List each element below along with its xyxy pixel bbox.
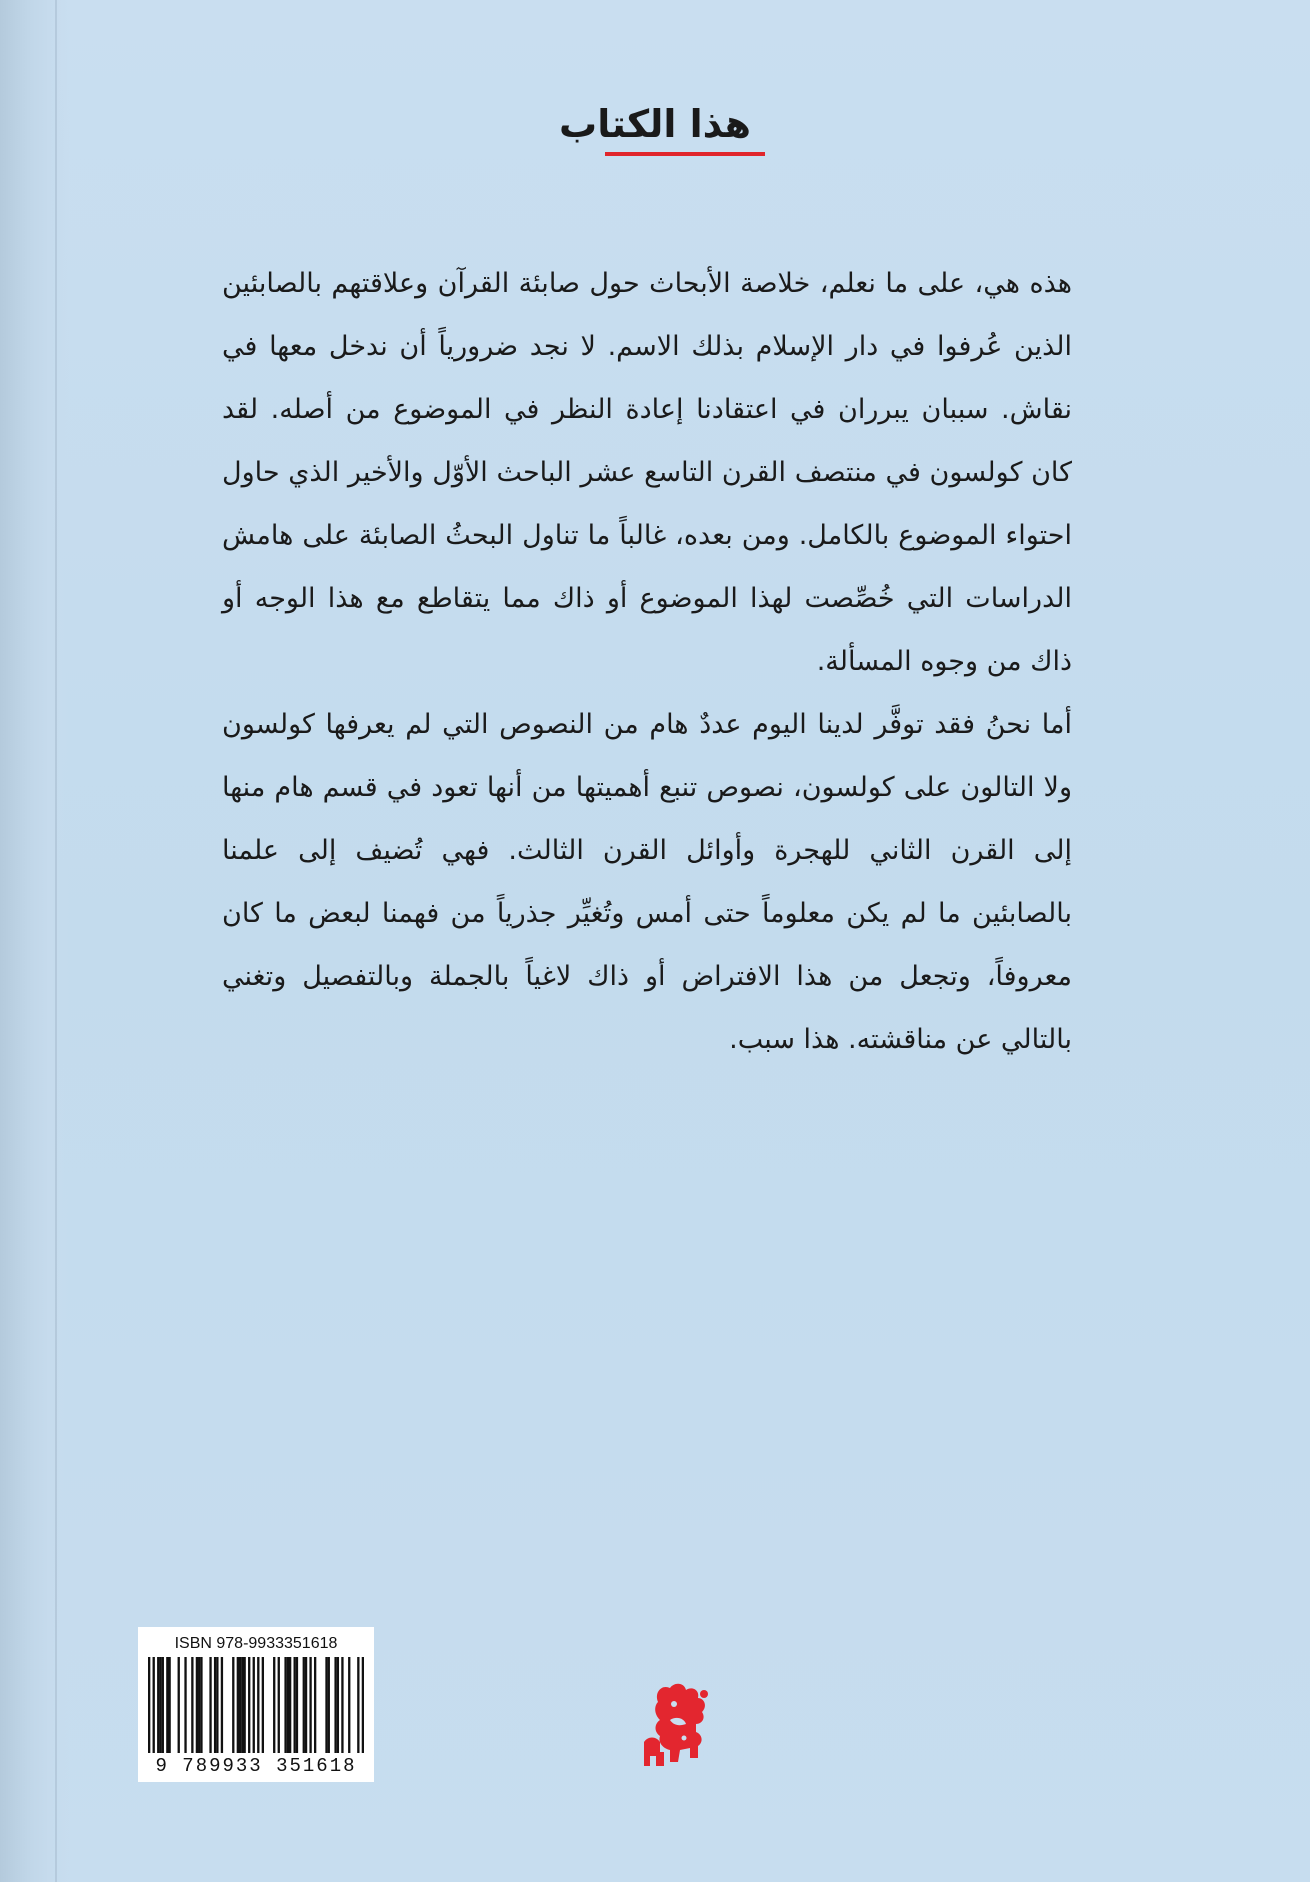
barcode-bar [159,1657,161,1753]
barcode-bar [241,1657,243,1753]
barcode-bar [305,1657,307,1753]
isbn-digits: 9 789933 351618 [155,1755,357,1777]
barcode-bar [325,1657,327,1753]
isbn-label: ISBN 978-9933351618 [174,1635,338,1652]
title-underline [605,152,765,156]
spine-hinge-line [55,0,57,1882]
barcode-bar [278,1657,280,1753]
barcode-bar [284,1657,286,1753]
barcode-bar [216,1657,218,1753]
barcode-bar [168,1657,170,1753]
barcode-bar [262,1657,264,1753]
barcode-bar [184,1657,186,1753]
barcode-bar [334,1657,336,1753]
barcode-bar [214,1657,216,1753]
barcode-bar [294,1657,296,1753]
barcode-bar [237,1657,239,1753]
barcode-bar [303,1657,305,1753]
barcode-bar [337,1657,339,1753]
heading [0,98,1310,150]
barcode-bar [191,1657,193,1753]
barcode-bar [309,1657,311,1753]
barcode-bar [287,1657,289,1753]
page-title: هذا الكتاب [559,102,751,146]
spine-shadow [0,0,70,1882]
barcode-bar [200,1657,202,1753]
blurb-paragraph-1: هذه هي، على ما نعلم، خلاصة الأبحاث حول صابئة القرآن وعلاقتهم بالصابئين الذين عُرفوا في دار الإسلام بذلك الاسم. لا نجد ضرورياً أن ندخل معها في نقاش. سببان يبرران في اعتقادنا إعادة النظر في الموضوع من أصله. لقد كان كولسون في منتصف القرن التاسع عشر الباحث الأوّل والأخير الذي حاول احتواء الموضوع بالكامل. ومن بعده، غالباً ما تناول البحثُ الصابئة على هامش الدراسات التي خُصِّصت لهذا الموضوع أو ذاك مما يتقاطع مع هذا الوجه أو ذاك من وجوه المسألة. [222,268,1072,677]
barcode-bar [348,1657,350,1753]
barcode-bar [198,1657,200,1753]
barcode-bar [328,1657,330,1753]
barcode-bar [148,1657,150,1753]
barcode-bar [289,1657,291,1753]
barcode-bar [209,1657,211,1753]
barcode-bar [341,1657,343,1753]
camel-publisher-logo-icon [640,1680,720,1772]
barcode-bar [253,1657,255,1753]
barcode-bar [296,1657,298,1753]
barcode-bar [178,1657,180,1753]
barcode-bar [357,1657,359,1753]
barcode-bar [314,1657,316,1753]
barcode-bar [232,1657,234,1753]
barcode-bar [196,1657,198,1753]
barcode-bar [157,1657,159,1753]
barcode-bar [362,1657,364,1753]
barcode-bar [221,1657,223,1753]
isbn-barcode [138,1627,374,1782]
barcode-bar [248,1657,250,1753]
barcode-bar [166,1657,168,1753]
barcode-bar [239,1657,241,1753]
barcode-bar [153,1657,155,1753]
barcode-bar [257,1657,259,1753]
barcode-bar [162,1657,164,1753]
blurb-text [222,252,1072,1071]
blurb-paragraph-2: أما نحنُ فقد توفَّر لدينا اليوم عددٌ هام من النصوص التي لم يعرفها كولسون ولا التالون على كولسون، نصوص تنبع أهميتها من أنها تعود في قسم هام منها إلى القرن الثاني للهجرة وأوائل القرن الثالث. فهي تُضيف إلى علمنا بالصابئين ما لم يكن معلوماً حتى أمس وتُغيِّر جذرياً من فهمنا لبعض ما كان معروفاً، وتجعل من هذا الافتراض أو ذاك لاغياً بالجملة وبالتفصيل وتغني بالتالي عن مناقشته. هذا سبب. [222,709,1072,1055]
barcode-bars [148,1657,364,1753]
barcode-bar [243,1657,245,1753]
barcode-bar [273,1657,275,1753]
